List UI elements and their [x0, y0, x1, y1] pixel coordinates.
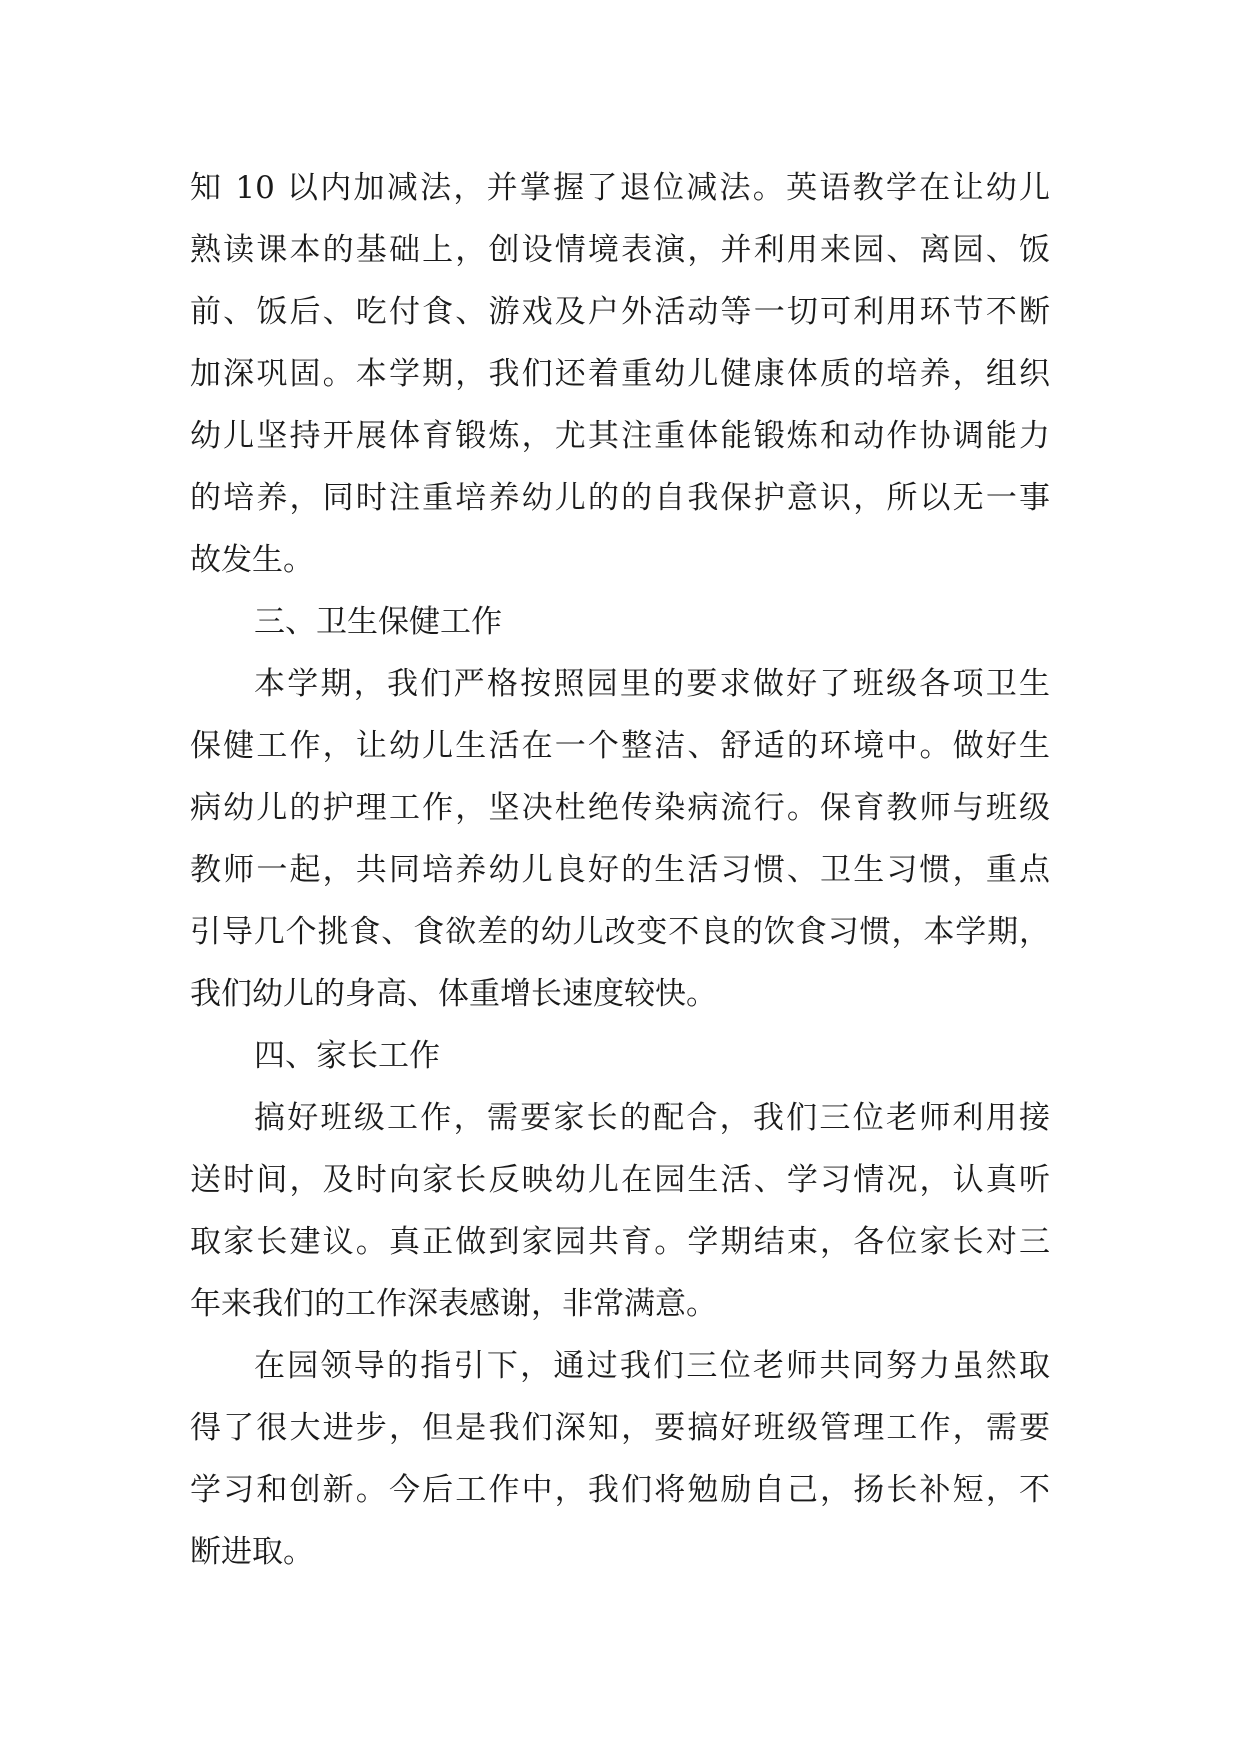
text-line: 年来我们的工作深表感谢，非常满意。 [190, 1286, 717, 1322]
text-line: 故发生。 [190, 542, 314, 578]
text-line: 保健工作，让幼儿生活在一个整洁、舒适的环境中。做好生 [190, 728, 1050, 764]
text-line: 前、饭后、吃付食、游戏及户外活动等一切可利用环节不断 [190, 294, 1050, 330]
text-line: 学习和创新。今后工作中，我们将勉励自己，扬长补短，不 [190, 1472, 1050, 1508]
section-heading-health: 三、卫生保健工作 [254, 604, 502, 640]
text-line: 得了很大进步，但是我们深知，要搞好班级管理工作，需要 [190, 1410, 1050, 1446]
text-line: 引导几个挑食、食欲差的幼儿改变不良的饮食习惯，本学期， [190, 914, 1050, 950]
text-line: 幼儿坚持开展体育锻炼，尤其注重体能锻炼和动作协调能力 [190, 418, 1050, 454]
text-line: 教师一起，共同培养幼儿良好的生活习惯、卫生习惯，重点 [190, 852, 1050, 888]
text-line: 本学期，我们严格按照园里的要求做好了班级各项卫生 [254, 666, 1050, 702]
text-line: 熟读课本的基础上，创设情境表演，并利用来园、离园、饭 [190, 232, 1050, 268]
text-line: 在园领导的指引下，通过我们三位老师共同努力虽然取 [254, 1348, 1050, 1384]
paragraph-conclusion [190, 1335, 1050, 1583]
text-line: 送时间，及时向家长反映幼儿在园生活、学习情况，认真听 [190, 1162, 1050, 1198]
text-line: 的培养，同时注重培养幼儿的的自我保护意识，所以无一事 [190, 480, 1050, 516]
section-heading-parents: 四、家长工作 [254, 1038, 440, 1074]
document-body [190, 157, 1050, 1583]
paragraph-health [190, 653, 1050, 1025]
text-line: 知 10 以内加减法，并掌握了退位减法。英语教学在让幼儿 [190, 170, 1050, 206]
paragraph-education [190, 157, 1050, 591]
text-line: 断进取。 [190, 1534, 314, 1570]
text-line: 我们幼儿的身高、体重增长速度较快。 [190, 976, 717, 1012]
text-line: 取家长建议。真正做到家园共育。学期结束，各位家长对三 [190, 1224, 1050, 1260]
text-line: 搞好班级工作，需要家长的配合，我们三位老师利用接 [254, 1100, 1050, 1136]
text-line: 病幼儿的护理工作，坚决杜绝传染病流行。保育教师与班级 [190, 790, 1050, 826]
paragraph-parents [190, 1087, 1050, 1335]
text-line: 加深巩固。本学期，我们还着重幼儿健康体质的培养，组织 [190, 356, 1050, 392]
